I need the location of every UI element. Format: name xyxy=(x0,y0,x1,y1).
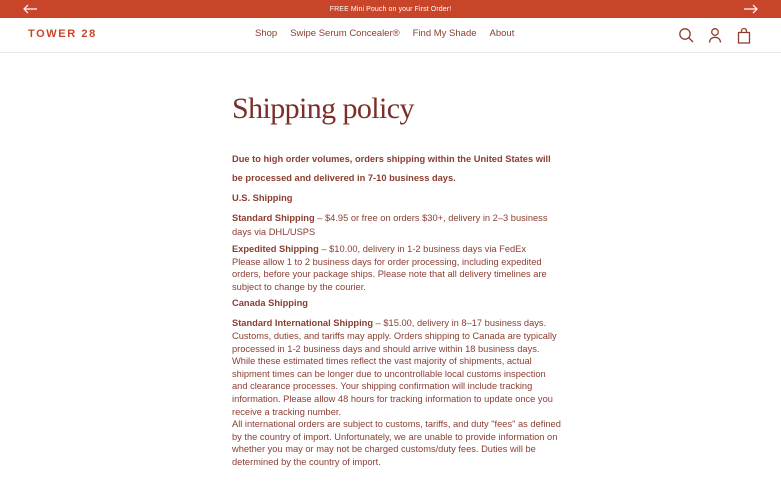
main-nav xyxy=(255,28,514,39)
search-icon[interactable] xyxy=(677,26,695,44)
nav-swipe-serum-concealer[interactable]: Swipe Serum Concealer® xyxy=(290,28,400,39)
intl-standard-label: Standard International Shipping xyxy=(232,317,374,328)
us-expedited-label: Expedited Shipping xyxy=(232,243,319,254)
policy-content xyxy=(232,92,562,469)
header-icons xyxy=(677,26,753,44)
us-expedited-shipping xyxy=(232,242,562,256)
us-standard-shipping xyxy=(232,211,562,239)
promo-text[interactable]: FREE Mini Pouch on your First Order! xyxy=(329,5,452,13)
intl-standard-shipping xyxy=(232,316,562,330)
nav-find-my-shade[interactable]: Find My Shade xyxy=(412,28,477,39)
us-shipping-note: Please allow 1 to 2 business days for order processing, including expedited orders, before your package ships. Please note that all delivery timelines are subject to change by the courier. xyxy=(232,256,547,292)
us-shipping-heading: U.S. Shipping xyxy=(232,193,293,203)
page-title: Shipping policy xyxy=(232,92,414,125)
promo-bar xyxy=(0,0,781,18)
arrow-right-icon[interactable] xyxy=(739,0,763,18)
canada-shipping-note: Customs, duties, and tariffs may apply. Orders shipping to Canada are typically processed in 1-2 business days and should arrive within 18 business days. While these estimated times reflect the vast majority of shipments, actual shipment times can be longer due to uncontrollable local customs inspection and clearance processes. Your shipping confirmation will include tracking information. Please allow 48 hours for tracking information to update once you receive a tracking number. xyxy=(232,330,557,417)
international-customs-note: All international orders are subject to customs, tariffs, and duty "fees" as defined by the country of import. Unfortunately, we are unable to provide information on whether you may or may not be charged customs/duty fees. Duties will be determined by the country of import. xyxy=(232,419,561,467)
canada-shipping-heading: Canada Shipping xyxy=(232,298,308,309)
logo[interactable]: TOWER 28 xyxy=(28,28,97,40)
us-expedited-text: – $10.00, delivery in 1-2 business days via FedEx xyxy=(318,243,527,254)
site-header xyxy=(0,18,781,53)
us-standard-text: – $4.95 or free on orders $30+, delivery in 2–3 business days via DHL/USPS xyxy=(232,212,548,237)
nav-about[interactable]: About xyxy=(489,28,515,39)
user-icon[interactable] xyxy=(706,26,724,44)
arrow-left-icon[interactable] xyxy=(18,0,42,18)
intl-standard-text: – $15.00, delivery in 8–17 business days. xyxy=(373,317,547,328)
us-standard-label: Standard Shipping xyxy=(232,212,315,223)
nav-shop[interactable]: Shop xyxy=(255,28,278,39)
bag-icon[interactable] xyxy=(735,26,753,44)
intro-text: Due to high order volumes, orders shipping within the United States will be processed and delivered in 7-10 business days. xyxy=(232,154,551,183)
